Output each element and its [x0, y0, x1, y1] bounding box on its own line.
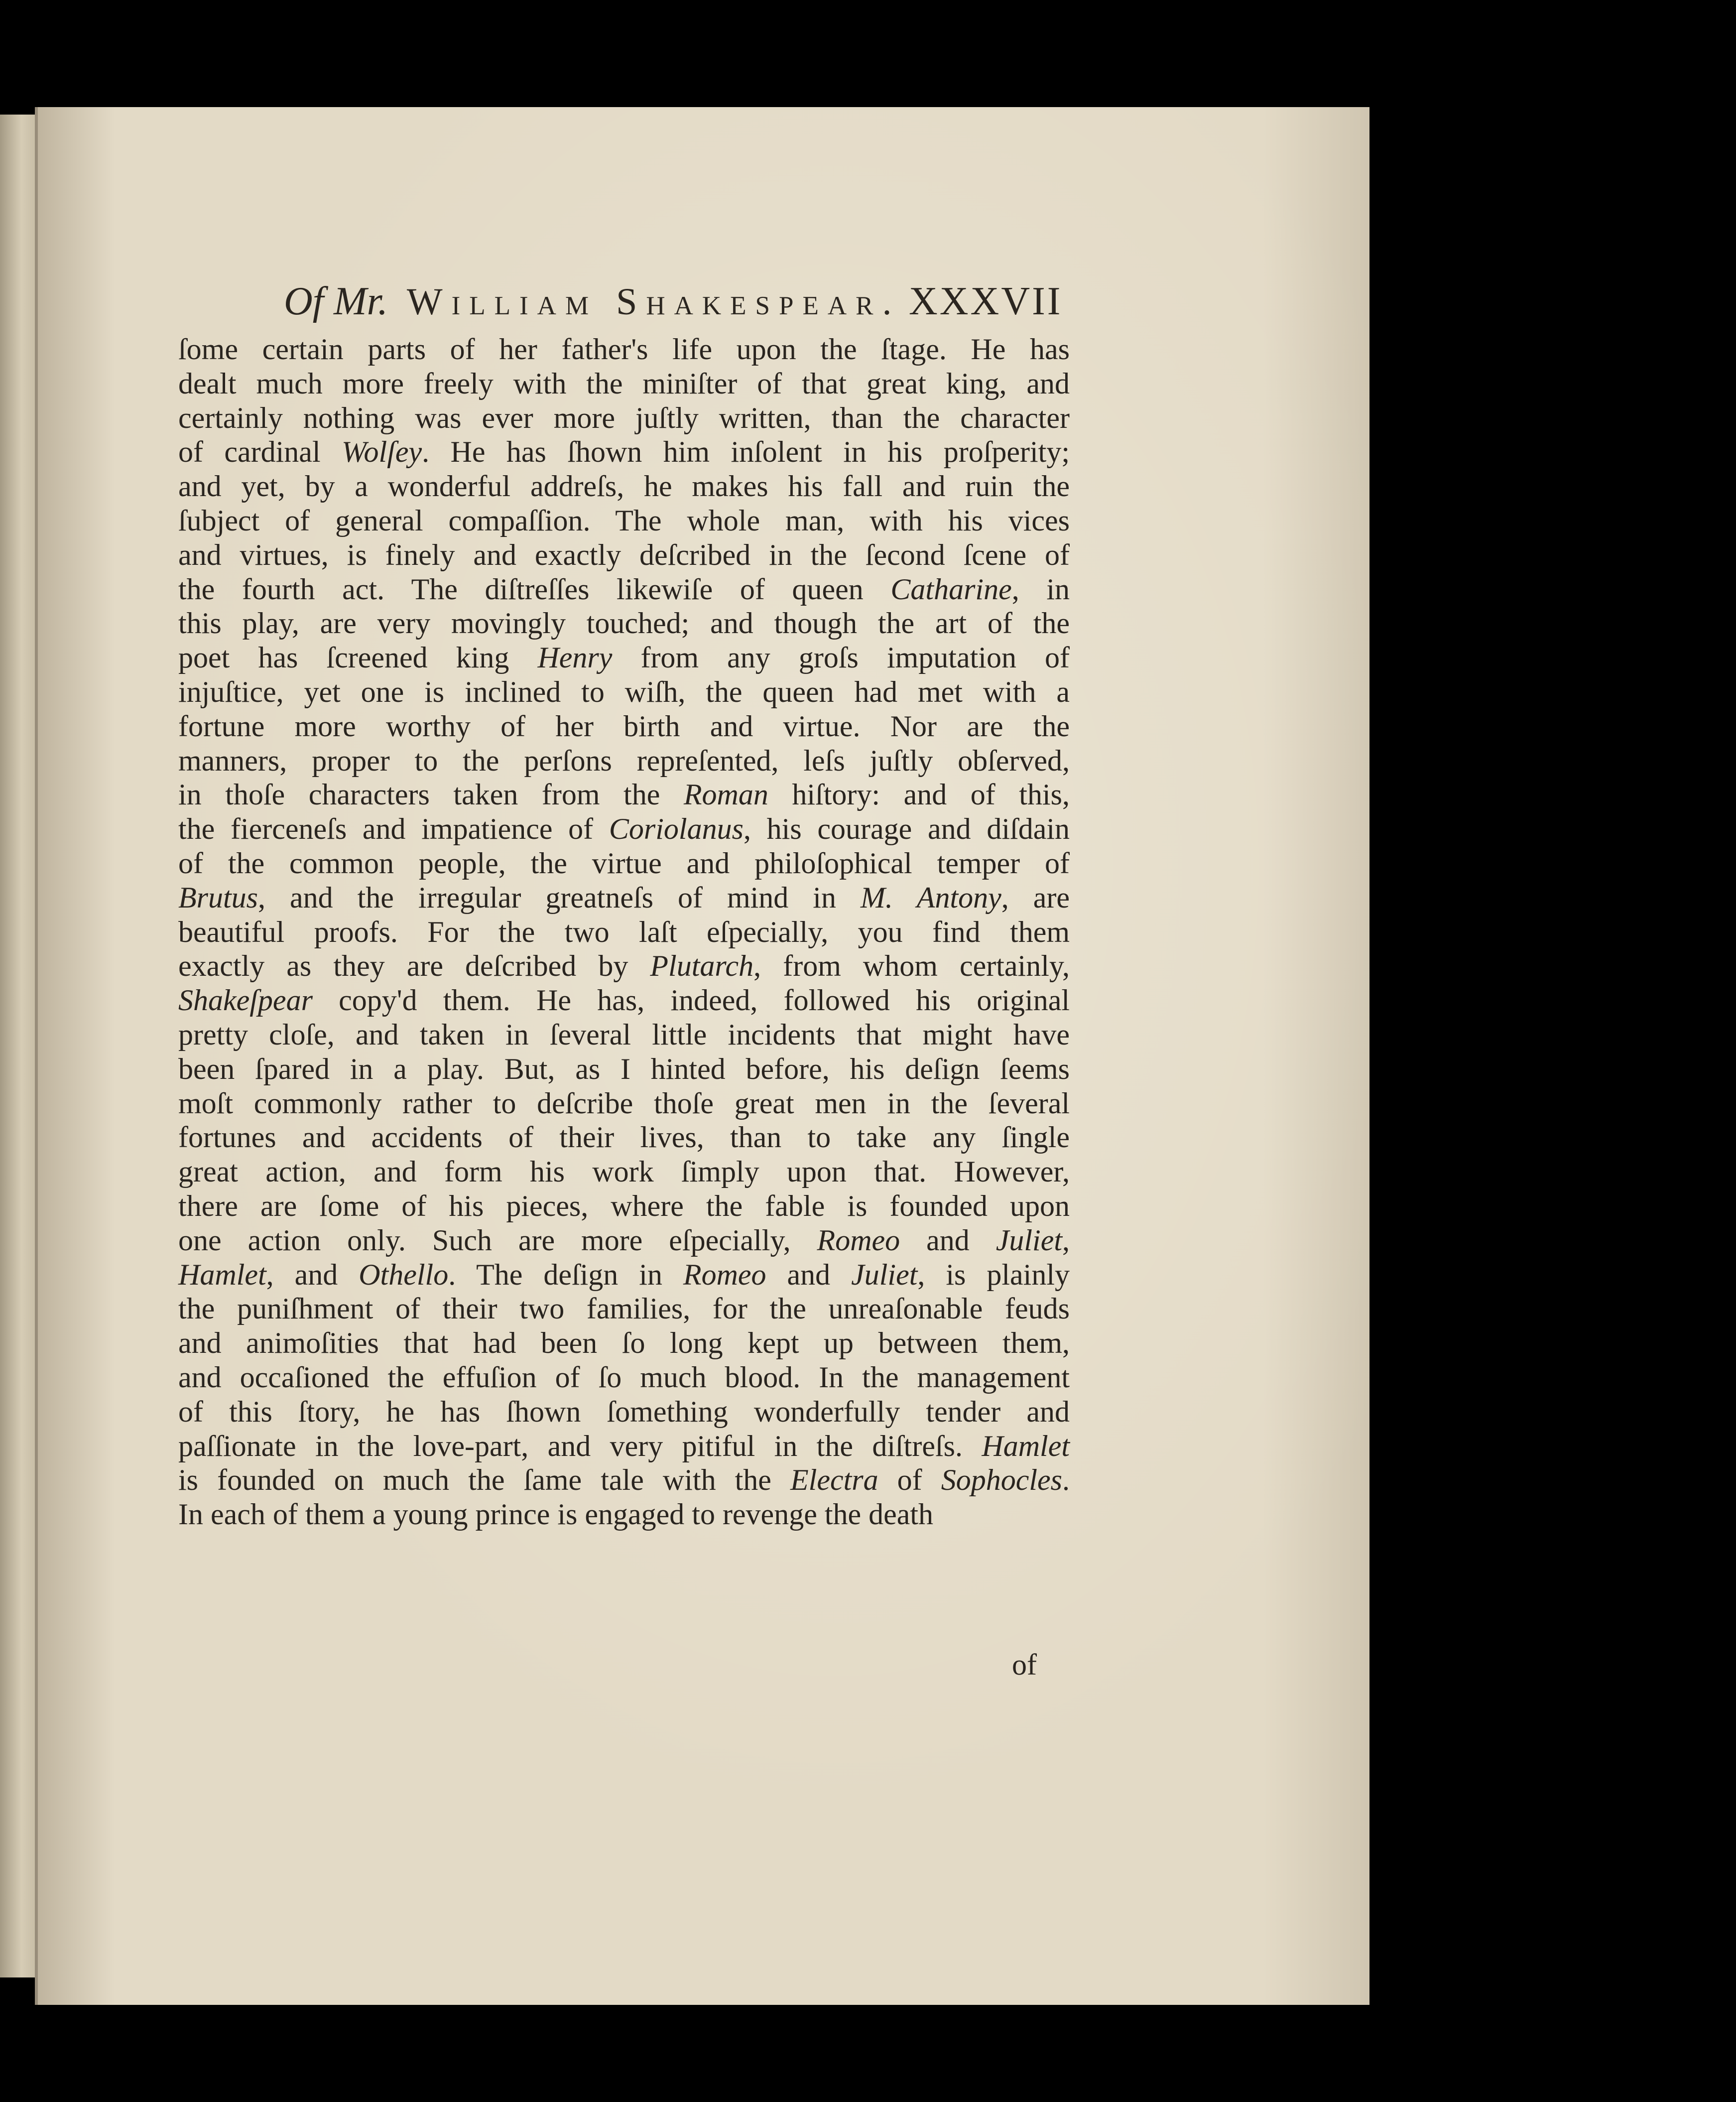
text-segment: and — [900, 1223, 996, 1257]
text-segment: pretty cloſe, and taken in ſeveral little incidents that might have — [178, 1018, 1070, 1051]
text-segment: and animoſities that had been ſo long kept up between them, — [178, 1326, 1070, 1360]
italic-name: M. Antony — [860, 881, 1001, 914]
italic-name: Othello — [359, 1258, 449, 1291]
text-line — [178, 332, 1070, 367]
text-segment: of cardinal — [178, 435, 342, 469]
text-line — [178, 504, 1070, 538]
text-line — [178, 846, 1070, 881]
italic-name: Coriolanus — [609, 812, 744, 846]
text-segment: there are ſome of his pieces, where the fable is founded upon — [178, 1189, 1070, 1222]
book-page — [35, 107, 1369, 2005]
text-line — [178, 401, 1070, 435]
text-line — [178, 1429, 1070, 1463]
text-line — [178, 641, 1070, 675]
text-segment: , are — [1001, 881, 1070, 914]
text-segment: and occaſioned the effuſion of ſo much blood. In the management — [178, 1360, 1070, 1394]
facing-page-edge — [0, 115, 36, 1977]
text-segment: and virtues, is finely and exactly deſcribed in the ſecond ſcene of — [178, 538, 1070, 571]
text-segment: , — [1062, 1223, 1070, 1257]
text-line — [178, 1155, 1070, 1189]
text-segment: from any groſs imputation of — [612, 641, 1070, 674]
italic-name: Juliet — [851, 1258, 918, 1291]
text-segment: of the common people, the virtue and philoſophical temper of — [178, 846, 1070, 880]
page-gutter — [35, 107, 38, 2005]
italic-name: Plutarch — [650, 949, 754, 983]
text-segment: , from whom certainly, — [753, 949, 1070, 983]
text-segment: certainly nothing was ever more juſtly written, than the character — [178, 401, 1070, 434]
text-line — [178, 949, 1070, 983]
text-segment: ſome certain parts of her father's life upon the ſtage. He has — [178, 333, 1070, 366]
text-line — [178, 983, 1070, 1018]
text-line — [178, 1497, 1070, 1532]
text-line — [178, 1395, 1070, 1429]
text-segment: . He has ſhown him inſolent in his proſperity; — [422, 435, 1070, 469]
italic-name: Catharine — [890, 572, 1012, 606]
text-segment: ſubject of general compaſſion. The whole man, with his vices — [178, 504, 1070, 537]
text-segment: , and — [266, 1258, 359, 1291]
text-line — [178, 1189, 1070, 1223]
text-segment: hiſtory: and of this, — [768, 778, 1070, 811]
text-line — [178, 538, 1070, 572]
text-segment: paſſionate in the love-part, and very pitiful in the diſtreſs. — [178, 1429, 982, 1462]
text-segment: and — [766, 1258, 852, 1291]
text-segment: In each of them a young prince is engaged to revenge the death — [178, 1498, 934, 1531]
text-segment: poet has ſcreened king — [178, 641, 538, 674]
text-line — [178, 572, 1070, 607]
running-head-title: William Shakespear. — [406, 281, 901, 323]
page-number: XXXVII — [909, 279, 1063, 323]
text-segment: . The deſign in — [448, 1258, 683, 1291]
text-segment: fortunes and accidents of their lives, than to take any ſingle — [178, 1121, 1070, 1154]
running-head-prefix: Of Mr. — [284, 279, 388, 323]
text-segment: of — [878, 1463, 941, 1497]
italic-name: Henry — [537, 641, 613, 674]
text-line — [178, 1463, 1070, 1497]
text-segment: , is plainly — [917, 1258, 1070, 1291]
text-line — [178, 915, 1070, 949]
text-line — [178, 606, 1070, 641]
text-line — [178, 435, 1070, 469]
text-line — [178, 367, 1070, 401]
text-line — [178, 1258, 1070, 1292]
text-segment: great action, and form his work ſimply upon that. However, — [178, 1155, 1070, 1188]
text-line — [178, 675, 1070, 709]
text-segment: copy'd them. He has, indeed, followed his original — [312, 984, 1070, 1017]
italic-name: Romeo — [817, 1223, 900, 1257]
text-line — [178, 1052, 1070, 1086]
text-segment: the fierceneſs and impatience of — [178, 812, 609, 846]
text-segment: manners, proper to the perſons repreſented, leſs juſtly obſerved, — [178, 744, 1070, 777]
text-line — [178, 778, 1070, 812]
text-segment: beautiful proofs. For the two laſt eſpecially, you find them — [178, 915, 1070, 948]
text-line — [178, 1326, 1070, 1360]
text-segment: one action only. Such are more eſpecially, — [178, 1223, 817, 1257]
text-segment: and yet, by a wonderful addreſs, he makes his fall and ruin the — [178, 470, 1070, 503]
text-segment: in thoſe characters taken from the — [178, 778, 684, 811]
text-segment: the puniſhment of their two families, for the unreaſonable feuds — [178, 1292, 1070, 1325]
catchword: of — [1012, 1648, 1037, 1681]
italic-name: Shakeſpear — [178, 984, 313, 1017]
text-segment: , in — [1011, 572, 1070, 606]
text-segment: this play, are very movingly touched; and though the art of the — [178, 607, 1070, 640]
italic-name: Hamlet — [178, 1258, 266, 1291]
text-line — [178, 1292, 1070, 1326]
text-line — [178, 1120, 1070, 1155]
text-segment: is founded on much the ſame tale with the — [178, 1463, 790, 1497]
text-segment: , his courage and diſdain — [743, 812, 1070, 846]
italic-name: Wolſey — [342, 435, 422, 469]
italic-name: Roman — [683, 778, 768, 811]
text-line — [178, 709, 1070, 744]
text-line — [178, 881, 1070, 915]
italic-name: Sophocles — [941, 1463, 1063, 1497]
italic-name: Electra — [790, 1463, 878, 1497]
text-segment: injuſtice, yet one is inclined to wiſh, the queen had met with a — [178, 675, 1070, 708]
text-line — [178, 744, 1070, 778]
text-segment: the fourth act. The diſtreſſes likewiſe of queen — [178, 572, 891, 606]
text-segment: , and the irregular greatneſs of mind in — [258, 881, 861, 914]
text-line — [178, 1018, 1070, 1052]
text-segment: dealt much more freely with the miniſter of that great king, and — [178, 367, 1070, 400]
italic-name: Juliet — [995, 1223, 1062, 1257]
italic-name: Brutus — [178, 881, 258, 914]
text-segment: moſt commonly rather to deſcribe thoſe great men in the ſeveral — [178, 1086, 1070, 1120]
body-text — [178, 332, 1070, 1532]
text-line — [178, 812, 1070, 846]
text-line — [178, 1223, 1070, 1258]
text-line — [178, 1086, 1070, 1121]
text-segment: been ſpared in a play. But, as I hinted before, his deſign ſeems — [178, 1052, 1070, 1085]
italic-name: Romeo — [683, 1258, 766, 1291]
text-line — [178, 469, 1070, 504]
text-line — [178, 1360, 1070, 1395]
text-segment: fortune more worthy of her birth and virtue. Nor are the — [178, 709, 1070, 743]
text-segment: . — [1062, 1463, 1070, 1497]
italic-name: Hamlet — [982, 1429, 1070, 1462]
text-segment: exactly as they are deſcribed by — [178, 949, 650, 983]
text-segment: of this ſtory, he has ſhown ſomething wonderfully tender and — [178, 1395, 1070, 1428]
